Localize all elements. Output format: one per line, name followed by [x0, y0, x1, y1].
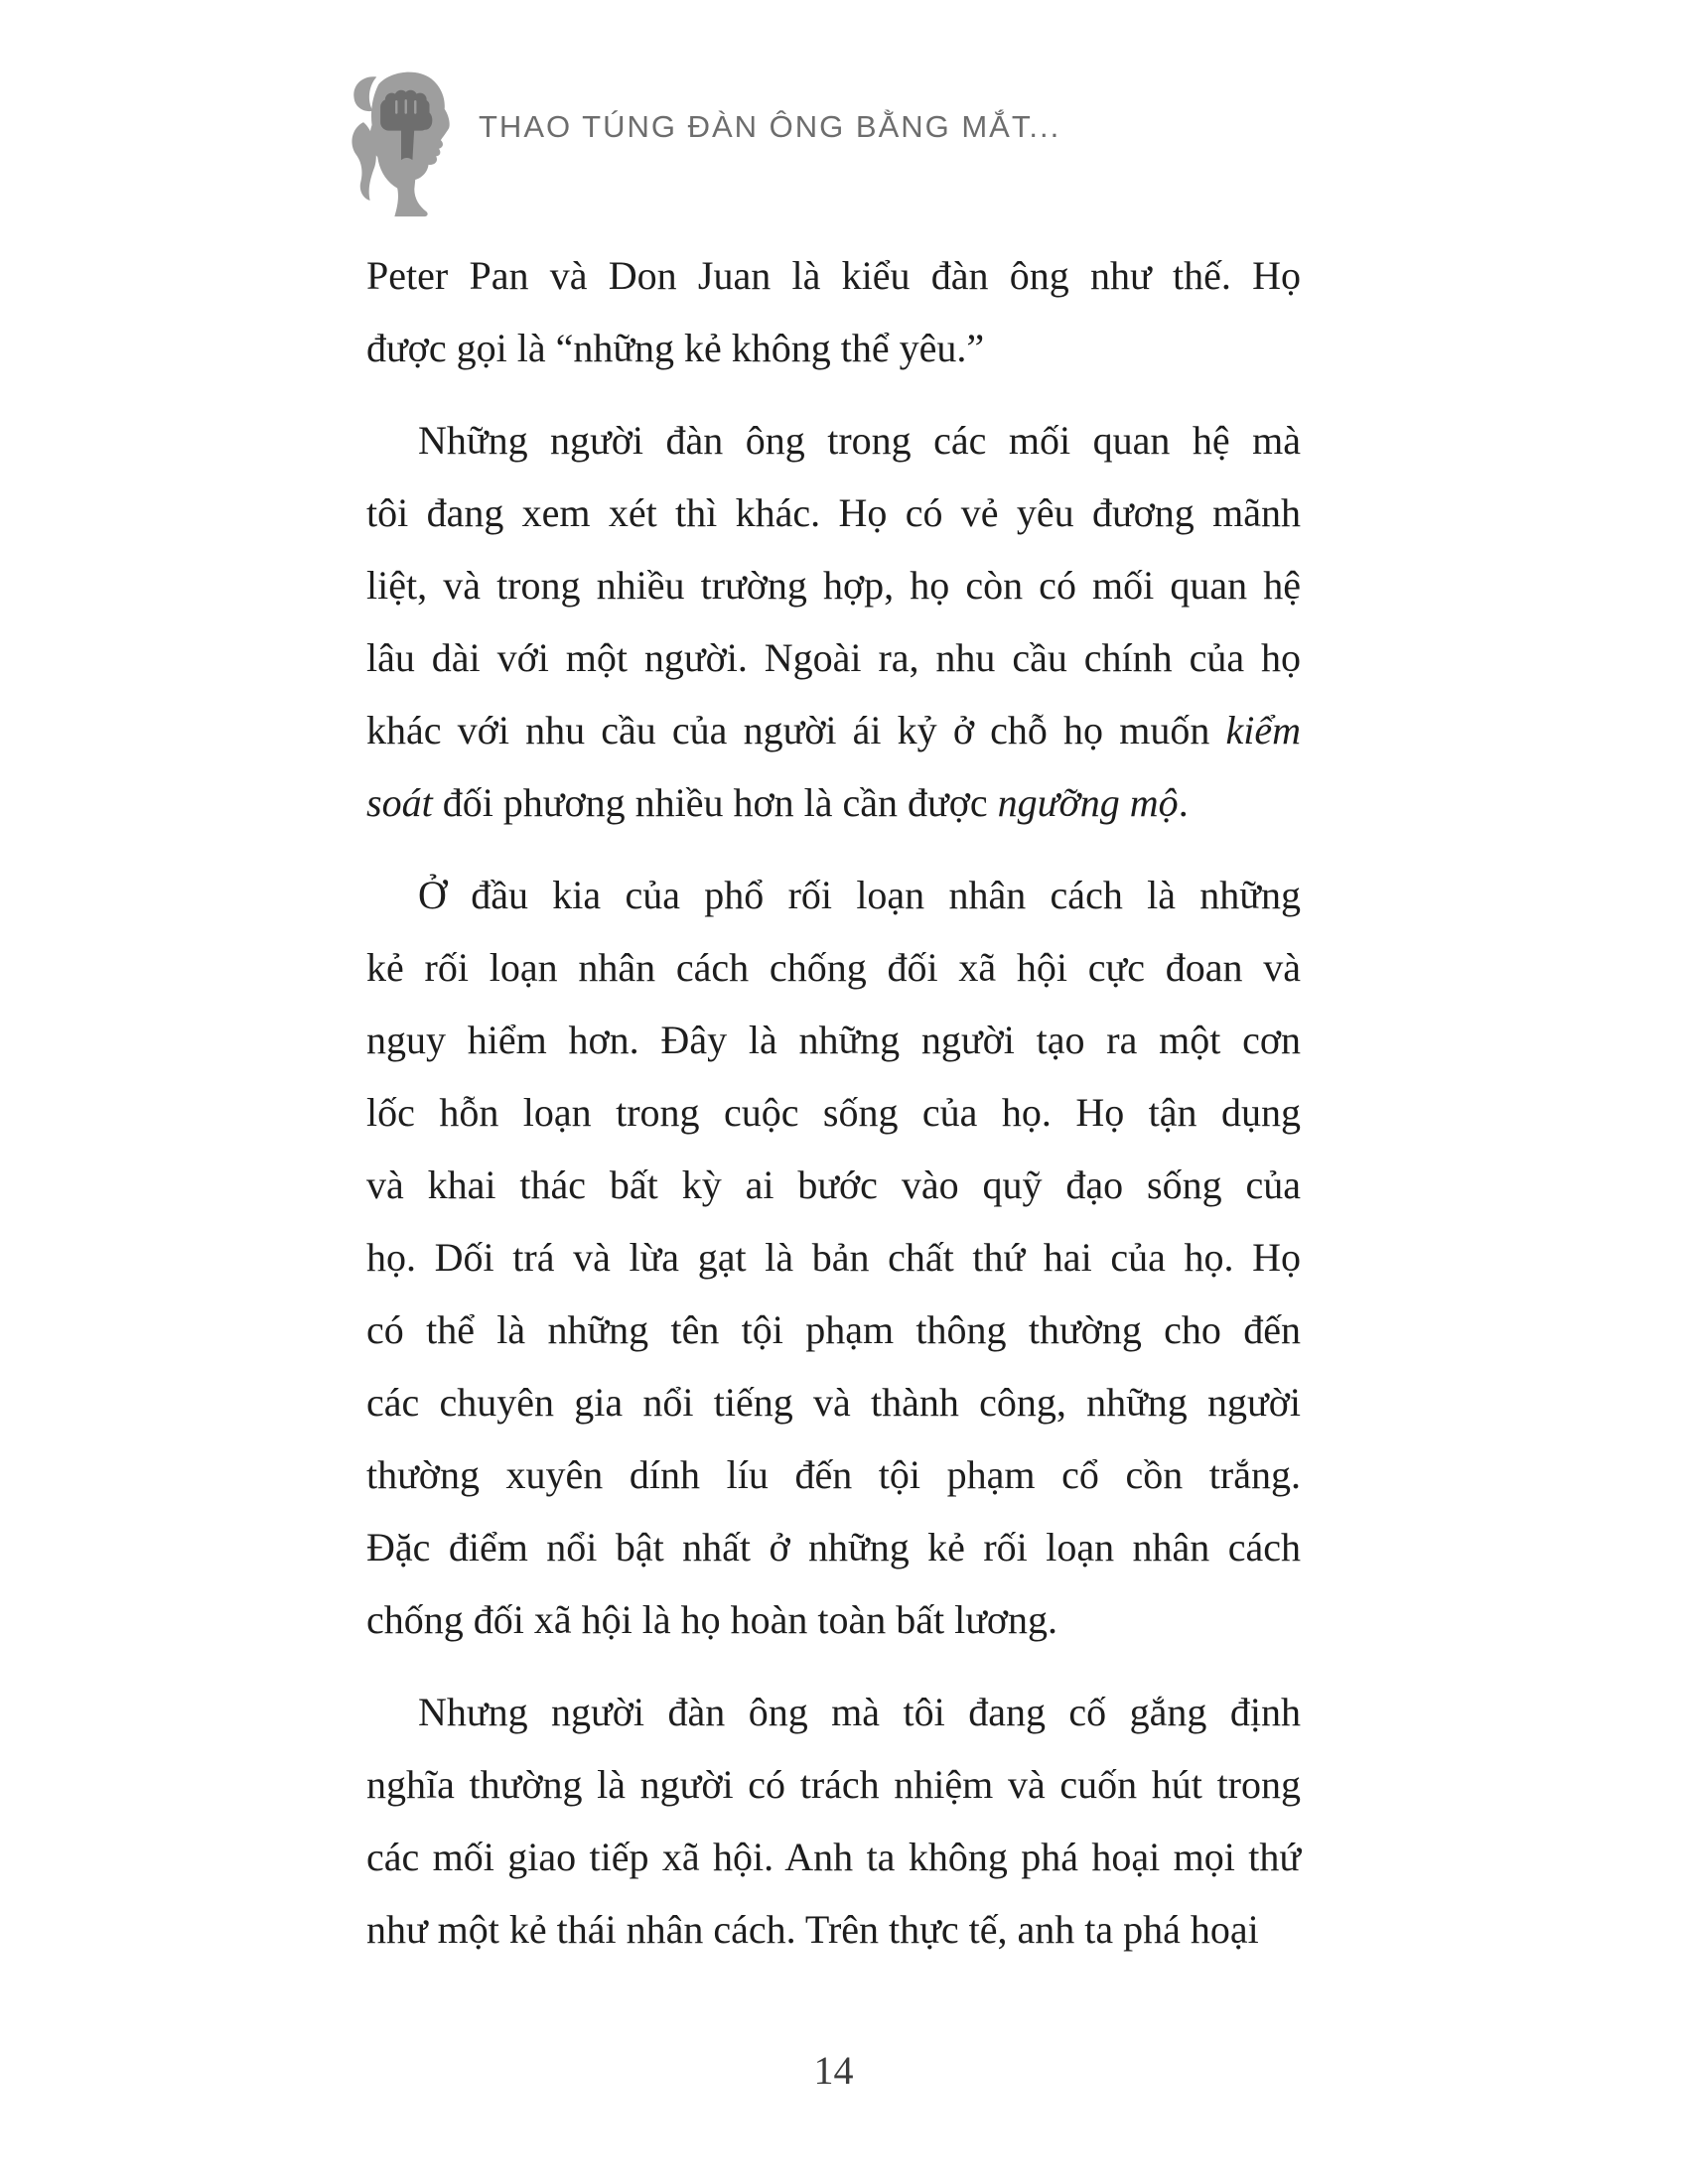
text-line: Đặc điểm nổi bật nhất ở những kẻ rối loạn nhân cách [366, 1525, 1301, 1570]
text-line: tôi đang xem xét thì khác. Họ có vẻ yêu đương mãnh [366, 490, 1301, 535]
text-line: các mối giao tiếp xã hội. Anh ta không phá hoại mọi thứ [366, 1835, 1301, 1879]
paragraph [366, 404, 1301, 839]
text-line: lốc hỗn loạn trong cuộc sống của họ. Họ tận dụng [366, 1090, 1301, 1135]
page-header [0, 0, 1688, 228]
text-line: Những người đàn ông trong các mối quan hệ mà [418, 418, 1301, 463]
text-line: Ở đầu kia của phổ rối loạn nhân cách là những [418, 873, 1301, 917]
text-line: Peter Pan và Don Juan là kiểu đàn ông như thế. Họ [366, 253, 1301, 298]
text-line: thường xuyên dính líu đến tội phạm cổ cồn trắng. [366, 1452, 1301, 1497]
paragraph [366, 859, 1301, 1656]
text-line: khác với nhu cầu của người ái kỷ ở chỗ họ muốn kiểm [366, 708, 1301, 752]
text-line: chống đối xã hội là họ hoàn toàn bất lương. [366, 1597, 1058, 1642]
page-number: 14 [813, 2048, 854, 2093]
text-line: như một kẻ thái nhân cách. Trên thực tế, anh ta phá hoại [366, 1907, 1259, 1952]
text-line: lâu dài với một người. Ngoài ra, nhu cầu chính của họ [366, 635, 1301, 680]
running-header-title: THAO TÚNG ĐÀN ÔNG BẰNG MẮT... [479, 109, 1061, 144]
text-line: họ. Dối trá và lừa gạt là bản chất thứ hai của họ. Họ [366, 1235, 1301, 1280]
text-line: liệt, và trong nhiều trường hợp, họ còn có mối quan hệ [366, 563, 1301, 608]
text-line: các chuyên gia nổi tiếng và thành công, những người [366, 1380, 1301, 1425]
text-line: có thể là những tên tội phạm thông thường cho đến [366, 1307, 1301, 1352]
paragraph [366, 239, 1301, 384]
text-line: được gọi là “những kẻ không thể yêu.” [366, 326, 985, 370]
text-line: và khai thác bất kỳ ai bước vào quỹ đạo sống của [366, 1162, 1301, 1207]
body-text [366, 239, 1301, 1966]
text-line: Nhưng người đàn ông mà tôi đang cố gắng định [418, 1690, 1301, 1734]
woman-silhouette-fist-icon [343, 68, 460, 218]
text-line: nguy hiểm hơn. Đây là những người tạo ra một cơn [366, 1018, 1301, 1062]
text-line: kẻ rối loạn nhân cách chống đối xã hội cực đoan và [366, 945, 1301, 990]
text-line: soát đối phương nhiều hơn là cần được ngưỡng mộ. [366, 780, 1189, 825]
paragraph [366, 1676, 1301, 1966]
text-line: nghĩa thường là người có trách nhiệm và cuốn hút trong [366, 1762, 1301, 1807]
